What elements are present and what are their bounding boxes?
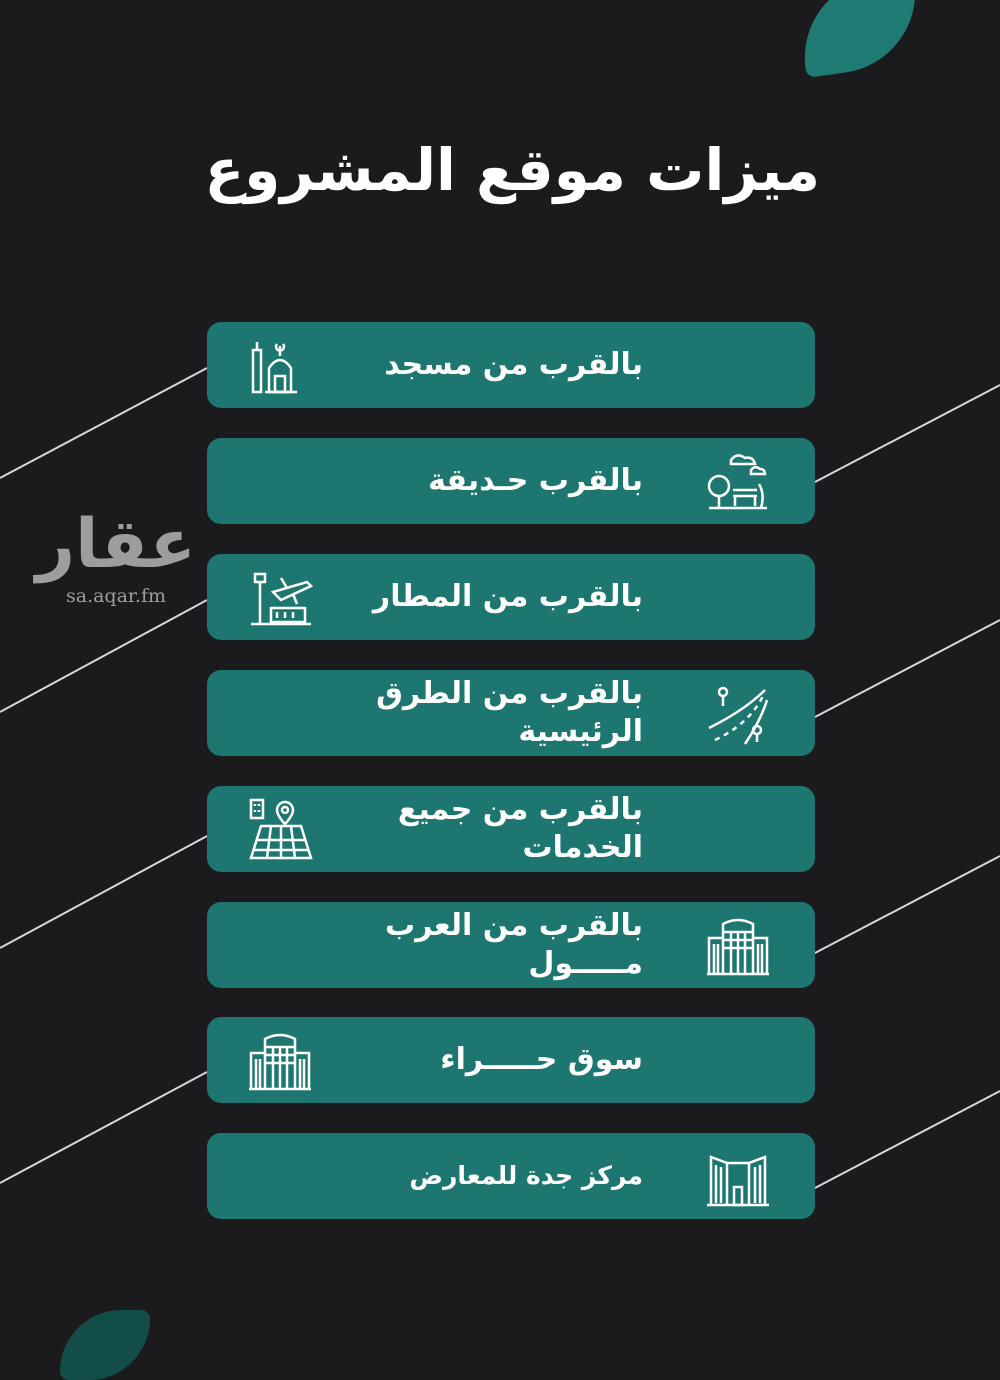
feature-label: مركز جدة للمعارض <box>409 1161 643 1190</box>
connector-line-right <box>815 385 1000 482</box>
feature-label: بالقرب من مسجد <box>384 347 643 382</box>
connector-line-left <box>0 368 207 478</box>
feature-card-main-roads <box>207 670 815 756</box>
airport-icon <box>247 564 313 630</box>
mall-building-icon <box>705 912 771 978</box>
feature-label: بالقرب من المطار <box>372 579 643 614</box>
feature-label: بالقرب من الطرق الرئيسية <box>376 676 643 749</box>
feature-label: سوق حـــــراء <box>440 1042 643 1077</box>
feature-card-mosque <box>207 322 815 408</box>
mosque-icon <box>247 332 313 398</box>
exhibition-center-icon <box>705 1143 771 1209</box>
feature-card-souq-hiraa <box>207 1017 815 1103</box>
feature-card-park <box>207 438 815 524</box>
market-building-icon <box>247 1027 313 1093</box>
connector-line-right <box>815 1091 1000 1188</box>
connector-line-left <box>0 1072 207 1183</box>
connector-line-right <box>815 856 1000 953</box>
feature-card-arab-mall <box>207 902 815 988</box>
feature-card-services <box>207 786 815 872</box>
page-title: ميزات موقع المشروع <box>204 136 820 204</box>
feature-label: بالقرب حـديقة <box>428 463 643 498</box>
feature-label: بالقرب من جميع الخدمات <box>397 792 643 865</box>
aqar-watermark <box>36 505 196 615</box>
watermark-url: sa.aqar.fm <box>65 585 167 607</box>
feature-label: بالقرب من العرب مـــــول <box>385 908 643 981</box>
road-icon <box>705 680 771 746</box>
connector-line-right <box>815 620 1000 717</box>
feature-card-exhibition-center <box>207 1133 815 1219</box>
watermark-logo-text: عقار <box>35 505 196 584</box>
feature-card-airport <box>207 554 815 640</box>
map-services-icon <box>247 796 313 862</box>
connector-line-left <box>0 836 207 948</box>
connector-line-left <box>0 600 207 712</box>
park-icon <box>705 448 771 514</box>
